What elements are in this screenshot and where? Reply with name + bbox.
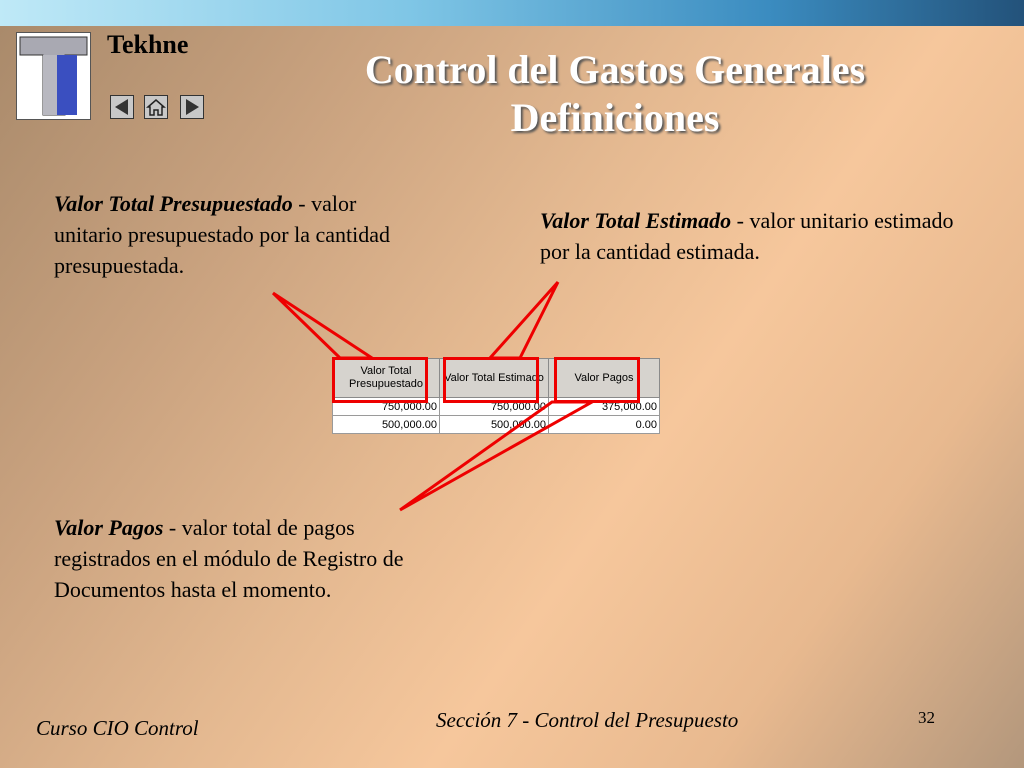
header-presupuestado: Valor Total Presupuestado xyxy=(333,359,440,398)
callout-presupuestado xyxy=(273,293,372,358)
callout-estimado xyxy=(490,282,558,358)
brand-name: Tekhne xyxy=(107,30,189,59)
table-cell: 750,000.00 xyxy=(440,398,549,416)
title-line-2: Definiciones xyxy=(510,95,720,140)
desc-estimado: - valor unitario estimado por la cantidad estimada. xyxy=(540,208,954,264)
table-cell: 500,000.00 xyxy=(333,416,440,434)
table-cell: 750,000.00 xyxy=(333,398,440,416)
table-cell: 375,000.00 xyxy=(549,398,660,416)
term-pagos: Valor Pagos xyxy=(54,515,164,540)
table-cell: 0.00 xyxy=(549,416,660,434)
callout-pagos xyxy=(400,402,592,510)
footer-section: Sección 7 - Control del Presupuesto xyxy=(436,708,739,732)
term-estimado: Valor Total Estimado xyxy=(540,208,732,233)
header-estimado: Valor Total Estimado xyxy=(440,359,549,398)
page-number: 32 xyxy=(918,708,935,727)
desc-presupuestado: - valor unitario presupuestado por la cantidad presupuestada. xyxy=(54,191,391,278)
desc-pagos: - valor total de pagos registrados en el módulo de Registro de Documentos hasta el momento. xyxy=(54,515,404,602)
footer-course: Curso CIO Control xyxy=(36,716,199,740)
header-pagos: Valor Pagos xyxy=(549,359,660,398)
table-cell: 500,000.00 xyxy=(440,416,549,434)
term-presupuestado: Valor Total Presupuestado xyxy=(54,191,293,216)
title-line-1: Control del Gastos Generales xyxy=(364,47,866,92)
